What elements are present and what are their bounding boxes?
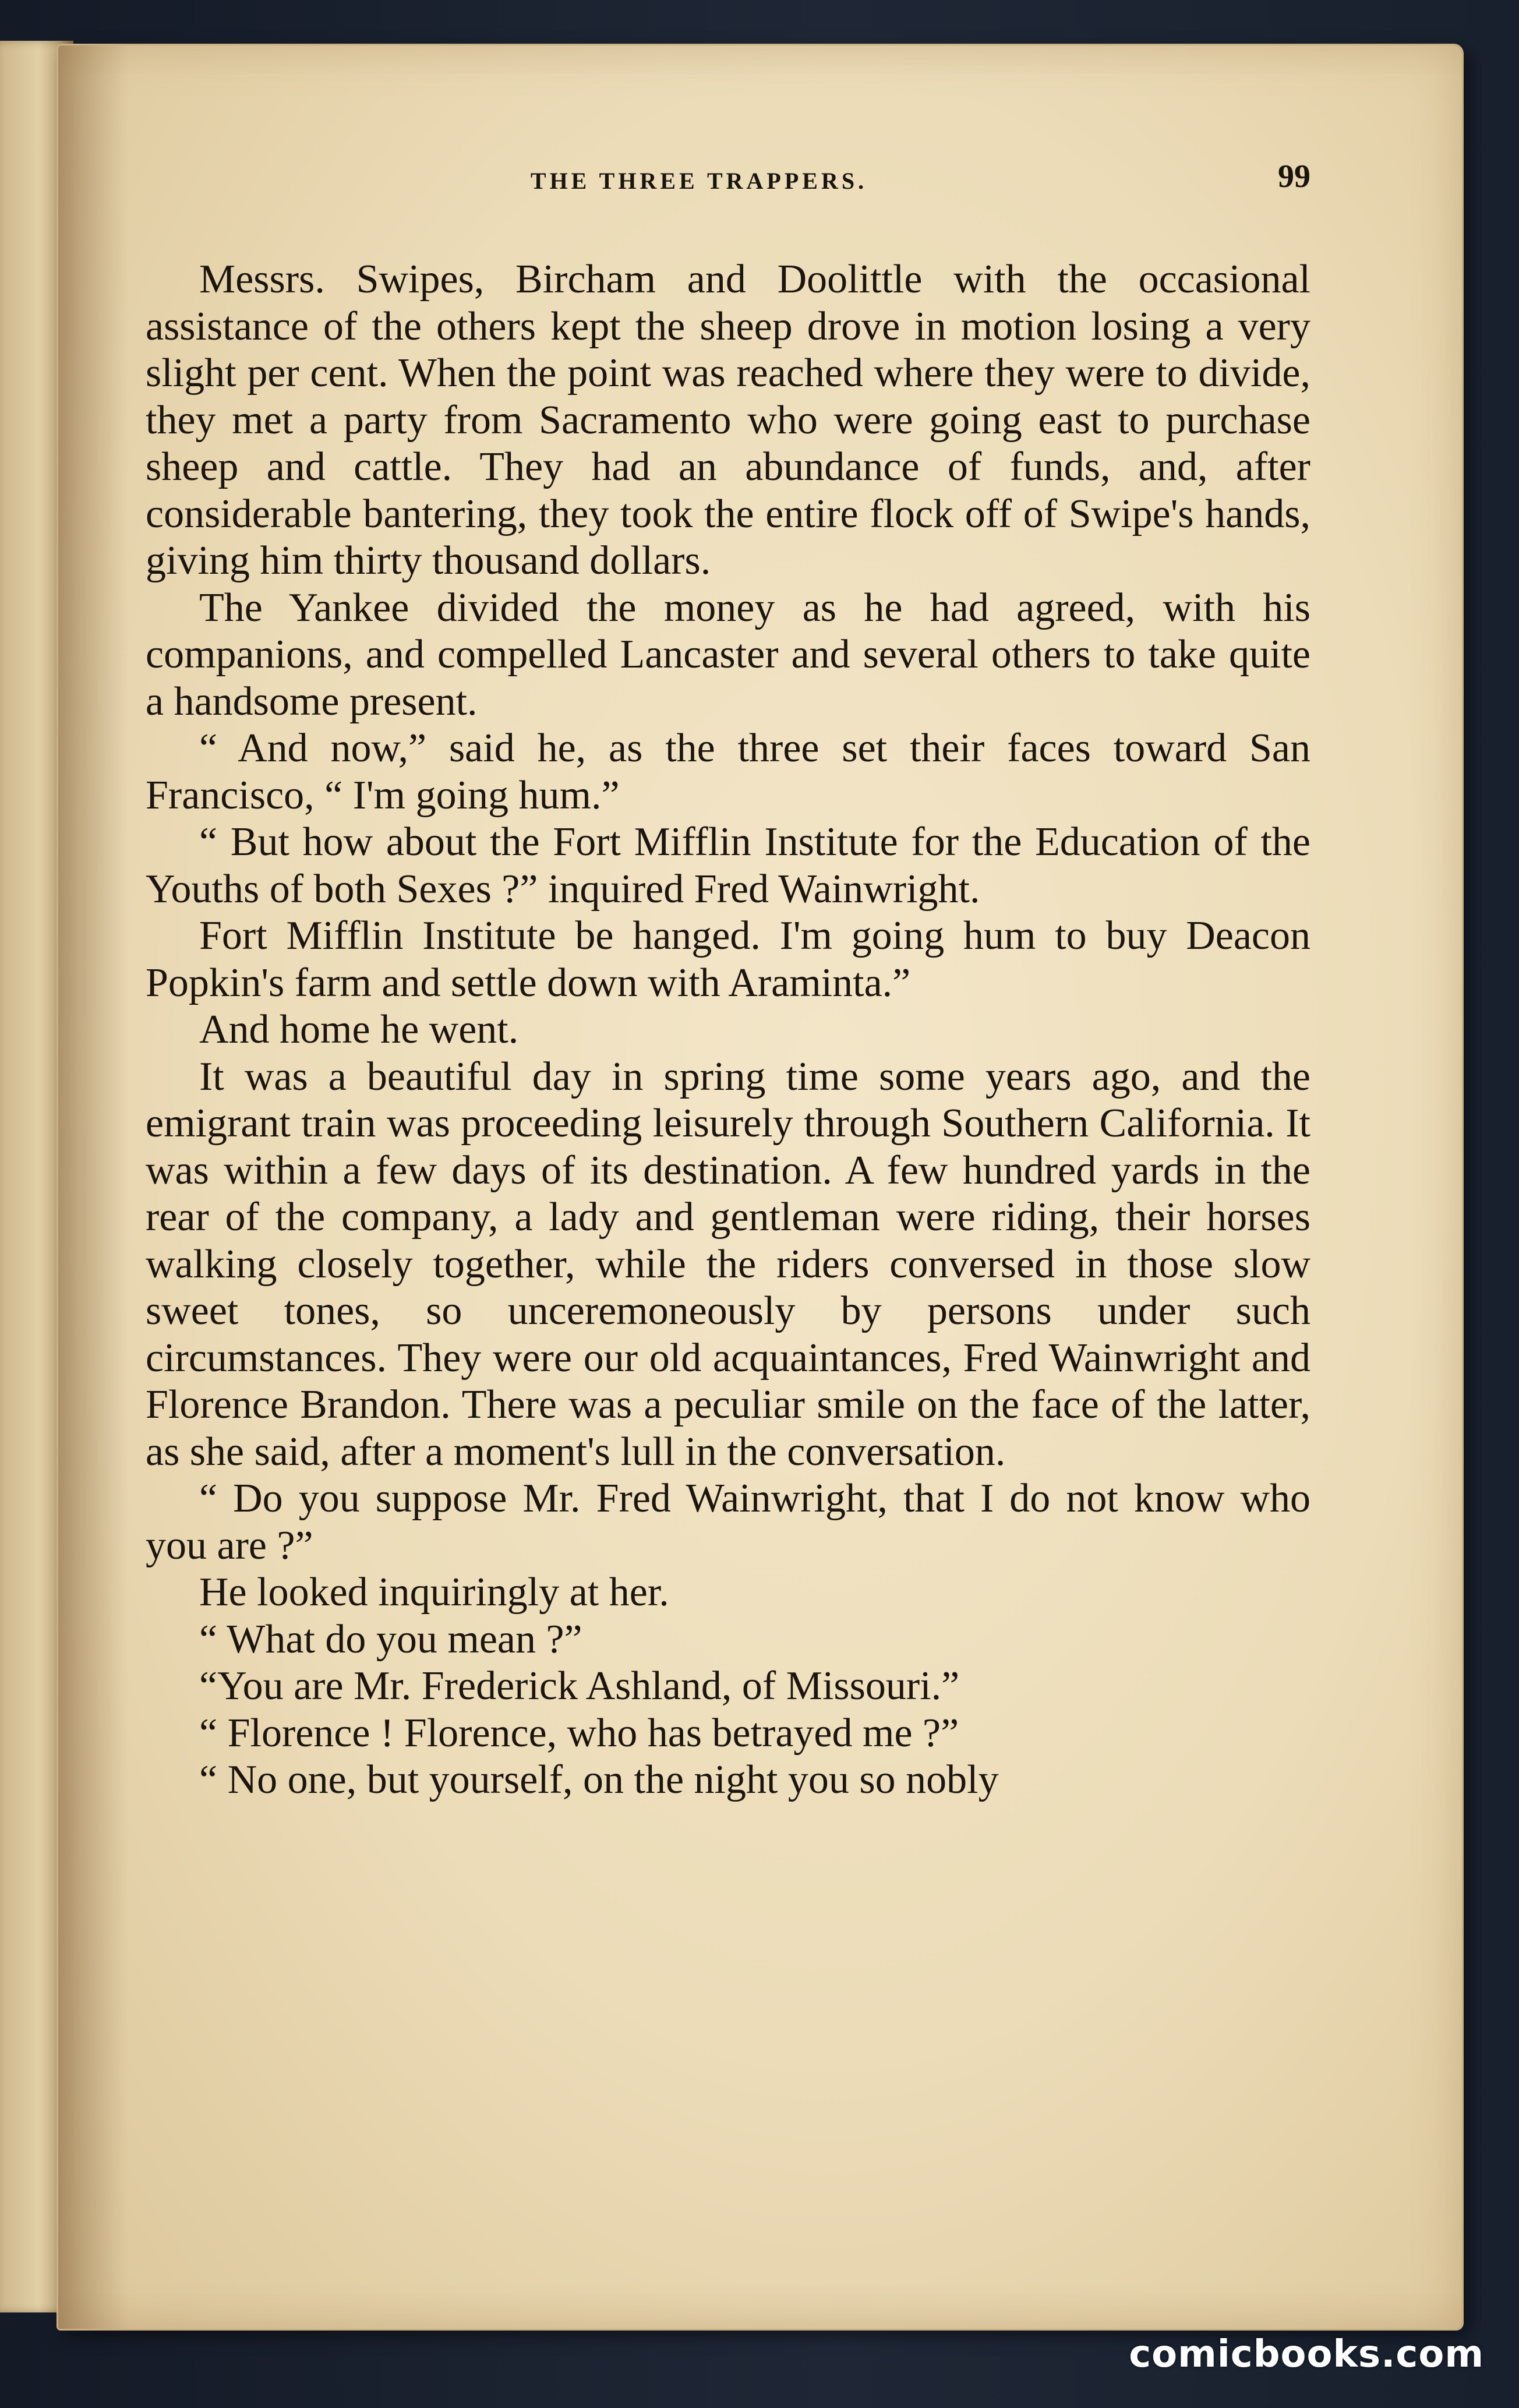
paragraph: “ Do you suppose Mr. Fred Wainwright, that I do not know who you are ?” <box>146 1476 1310 1568</box>
paragraph: It was a beautiful day in spring time some years ago, and the emigrant train was proceeding leisurely through Southern California. It was within a few days of its destination. A few hundred yards in the rear of the company, a lady and gentleman were riding, their horses walking closely together, while the riders conversed in those slow sweet tones, so unceremoneously by persons under such circumstances. They were our old acquaintances, Fred Wainwright and Florence Brandon. There was a peculiar smile on the face of the latter, as she said, after a moment's lull in the conversation. <box>146 1054 1310 1474</box>
paragraph: “ And now,” said he, as the three set their faces toward San Francisco, “ I'm going hum.” <box>146 726 1310 818</box>
paragraph: And home he went. <box>199 1007 519 1052</box>
paragraph: “ No one, but yourself, on the night you so nobly <box>199 1757 999 1802</box>
paragraph: Fort Mifflin Institute be hanged. I'm going hum to buy Deacon Popkin's farm and settle down with Araminta.” <box>146 913 1310 1005</box>
paragraph: He looked inquiringly at her. <box>199 1570 669 1615</box>
page-header <box>146 154 1310 201</box>
paragraph: Messrs. Swipes, Bircham and Doolittle with the occasional assistance of the others kept the sheep drove in motion losing a very slight per cent. When the point was reached where they were to divide, they met a party from Sacramento who were going east to purchase sheep and cattle. They had an abundance of funds, and, after considerable bantering, they took the entire flock off of Swipe's hands, giving him thirty thousand dollars. <box>146 257 1310 583</box>
site-watermark: comicbooks.com <box>1129 2333 1484 2376</box>
paragraph: “ Florence ! Florence, who has betrayed me ?” <box>199 1710 959 1756</box>
body-text <box>146 256 1310 1804</box>
paragraph: “ But how about the Fort Mifflin Institute for the Education of the Youths of both Sexes ?” inquired Fred Wainwright. <box>146 820 1310 912</box>
page-number: 99 <box>1278 158 1310 195</box>
paragraph: “ What do you mean ?” <box>199 1616 582 1662</box>
paragraph: “You are Mr. Frederick Ashland, of Missouri.” <box>199 1664 960 1708</box>
running-title: THE THREE TRAPPERS. <box>530 168 868 194</box>
paragraph: The Yankee divided the money as he had agreed, with his companions, and compelled Lancaster and several others to take quite a handsome present. <box>146 585 1310 724</box>
